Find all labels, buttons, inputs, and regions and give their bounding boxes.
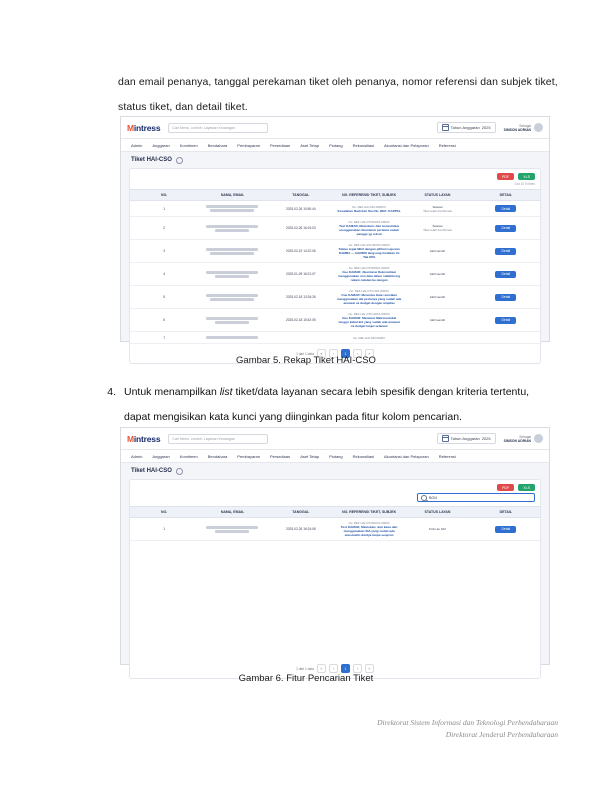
empty-table-space xyxy=(130,541,540,659)
list-item-4-italic: list xyxy=(219,386,233,398)
table-search-value: BGN xyxy=(429,495,437,500)
menu-item-rekonsiliasi[interactable]: Rekonsiliasi xyxy=(352,142,374,148)
avatar[interactable] xyxy=(534,434,543,443)
cell-referensi xyxy=(335,201,403,217)
cell-nama-email xyxy=(198,240,266,263)
th-status-layanan[interactable]: STATUS LAYAN xyxy=(403,507,471,518)
info-icon xyxy=(176,157,183,164)
cell-detail xyxy=(472,240,540,263)
table-row[interactable] xyxy=(130,286,540,309)
table-body xyxy=(130,518,540,541)
ref-number: No. REF HAI-OTO00/XX-0000X xyxy=(348,521,390,525)
menu-item-persediaan[interactable]: Persediaan xyxy=(269,453,291,459)
menu-item-referensi[interactable]: Referensi xyxy=(438,142,456,148)
table-row[interactable] xyxy=(130,263,540,286)
app-logo xyxy=(127,123,160,133)
cell-nama-email xyxy=(198,263,266,286)
list-item-4-marker: 4. xyxy=(107,386,116,398)
figure-5-screenshot xyxy=(120,116,550,356)
global-search-placeholder: Cari Menu, contoh: Layanan Keuangan xyxy=(172,125,235,130)
pagination-prev[interactable]: ‹ xyxy=(329,664,338,673)
menu-item-persediaan[interactable]: Persediaan xyxy=(269,142,291,148)
export-pdf-button[interactable] xyxy=(497,484,514,491)
list-item-4-text xyxy=(124,380,558,430)
table-row[interactable] xyxy=(130,332,540,344)
page-title xyxy=(121,152,549,168)
cell-tanggal: 2025-02-18 15:42:05 xyxy=(267,309,335,332)
cell-no: 4 xyxy=(130,263,198,286)
pagination-next[interactable]: › xyxy=(353,349,362,358)
cell-status xyxy=(403,240,471,263)
ref-subject: Cue KAMAR: Mentutut Matricuntukal tenggo kabat kid yang sudah ada anuasal ca dudget lanjut setanew xyxy=(338,316,400,328)
menu-item-pembayaran[interactable]: Pembayaran xyxy=(237,142,260,148)
global-search-placeholder: Cari Menu, contoh: Layanan Keuangan xyxy=(172,436,235,441)
ref-number: No. REF HAI-OTO-00X-0000X xyxy=(349,289,389,293)
redacted-name xyxy=(206,205,258,208)
fiscal-year-selector[interactable] xyxy=(437,433,496,444)
status-line-1: Aktif sendiri xyxy=(429,272,446,276)
th-no[interactable]: NO. xyxy=(130,190,198,201)
redacted-name xyxy=(206,526,258,529)
cell-detail xyxy=(472,217,540,240)
cell-tanggal xyxy=(267,332,335,344)
user-role: Sebagai xyxy=(519,123,531,128)
user-info xyxy=(504,124,531,132)
ticket-table-filtered xyxy=(130,506,540,541)
cell-referensi xyxy=(335,263,403,286)
cell-nama-email xyxy=(198,201,266,217)
menu-item-akuntansi-pelaporan[interactable]: Akuntansi dan Pelaporan xyxy=(383,453,429,459)
ref-number: No. REF HAI-SIN-0000X-0000X xyxy=(348,243,390,247)
menu-item-anggaran[interactable]: Anggaran xyxy=(152,453,170,459)
cell-referensi xyxy=(335,332,403,344)
pagination-first[interactable]: « xyxy=(317,349,326,358)
detail-button[interactable]: Detail xyxy=(495,317,516,324)
cell-detail xyxy=(472,518,540,541)
table-body xyxy=(130,201,540,344)
user-menu[interactable] xyxy=(504,123,543,132)
cell-status xyxy=(403,332,471,344)
th-detail: DETAIL xyxy=(472,507,540,518)
cell-no: 2 xyxy=(130,217,198,240)
export-toolbar xyxy=(130,169,540,182)
redacted-email xyxy=(215,275,249,278)
redacted-email xyxy=(215,321,249,324)
table-row[interactable] xyxy=(130,518,540,541)
cell-nama-email xyxy=(198,332,266,344)
cell-nama-email xyxy=(198,217,266,240)
menu-item-pembayaran[interactable]: Pembayaran xyxy=(237,453,260,459)
fiscal-year-selector[interactable] xyxy=(437,122,496,133)
app-header xyxy=(121,117,549,139)
pagination-last[interactable]: » xyxy=(365,349,374,358)
detail-button[interactable]: Detail xyxy=(495,248,516,255)
detail-button[interactable]: Detail xyxy=(495,294,516,301)
ref-subject: Status tepat Nihil dengan pilihan Laporan KAMBA — HARRIS langsung Gutaban ini Tak 90% xyxy=(338,247,400,259)
pagination-last[interactable]: » xyxy=(365,664,374,673)
status-line-1: Aktif sendiri xyxy=(429,318,446,322)
status-line-1: Aktif sendiri xyxy=(429,249,446,253)
th-detail: DETAIL xyxy=(472,190,540,201)
footer-line-1: Direktorat Sistem Informasi dan Teknologi Perbendaharaan xyxy=(377,718,558,727)
cell-detail xyxy=(472,309,540,332)
cell-tanggal: 2025-02-26 16:24:06 xyxy=(267,518,335,541)
cell-referensi xyxy=(335,518,403,541)
export-xls-label: XLS xyxy=(523,174,530,179)
page-title-text: Tiket HAI-CSO xyxy=(131,468,172,474)
cell-no: 1 xyxy=(130,518,198,541)
cell-referensi xyxy=(335,217,403,240)
entries-hint-row xyxy=(130,182,540,189)
ticket-table-card xyxy=(129,168,541,364)
fiscal-year-label: Tahun Anggaran xyxy=(450,125,480,130)
th-nama-email[interactable]: NAMA, EMAIL xyxy=(198,507,266,518)
cell-referensi xyxy=(335,309,403,332)
cell-no: 1 xyxy=(130,201,198,217)
table-row[interactable] xyxy=(130,309,540,332)
pagination-page-1[interactable]: 1 xyxy=(341,664,350,673)
app-header xyxy=(121,428,549,450)
ref-number: No. REF HAI-OTO00/0X-0000X xyxy=(348,266,390,270)
cell-tanggal: 2025-02-19 14:22:06 xyxy=(267,240,335,263)
redacted-email xyxy=(215,530,249,533)
search-icon xyxy=(421,495,427,501)
menu-item-komitmen[interactable]: Komitmen xyxy=(179,453,198,459)
app-logo-m: M xyxy=(127,122,134,133)
redacted-name xyxy=(206,336,258,339)
cell-referensi xyxy=(335,240,403,263)
fiscal-year-value: 2025 xyxy=(481,436,491,441)
redacted-email xyxy=(210,209,254,212)
redacted-name xyxy=(206,225,258,228)
detail-button[interactable]: Detail xyxy=(495,225,516,232)
footer-line-2: Direktorat Jenderal Perbendaharaan xyxy=(445,730,558,739)
menu-item-admin[interactable]: Admin xyxy=(131,142,143,148)
menu-item-referensi[interactable]: Referensi xyxy=(438,453,456,459)
main-menu-bar[interactable] xyxy=(121,139,549,152)
cell-nama-email xyxy=(198,518,266,541)
ref-subject: Cue KAMAR: Mencoba Gate revisikan menggunakan del pertanya yang sudah ada anuasal ca dudget dengan ampitas xyxy=(336,293,402,305)
status-line-1: Selesai xyxy=(432,204,443,209)
cell-nama-email xyxy=(198,286,266,309)
cell-nama-email xyxy=(198,309,266,332)
th-tanggal[interactable]: TANGGAL xyxy=(267,507,335,518)
paragraph-continuation: dan email penanya, tanggal perekaman tiket oleh penanya, nomor referensi dan subjek tiket, status tiket, dan detail tiket. xyxy=(118,76,558,113)
menu-item-aset-tetap[interactable]: Aset Tetap xyxy=(300,142,320,148)
status-line-2: Tiket telah Konfirmasi xyxy=(423,208,452,213)
cell-tanggal: 2025-02-26 10:50:44 xyxy=(267,201,335,217)
redacted-name xyxy=(206,317,258,320)
cell-tanggal: 2025-02-18 13:34:26 xyxy=(267,286,335,309)
app-logo-rest: intress xyxy=(133,122,161,133)
pagination-prev[interactable]: ‹ xyxy=(329,349,338,358)
menu-item-rekonsiliasi[interactable]: Rekonsiliasi xyxy=(352,453,374,459)
ticket-table xyxy=(130,189,540,344)
redacted-email xyxy=(215,229,249,232)
cell-status xyxy=(403,309,471,332)
table-row[interactable] xyxy=(130,217,540,240)
figure-6-caption: Gambar 6. Fitur Pencarian Tiket xyxy=(238,673,374,684)
ref-subject: Test KAMAR, Mastokan: dari kana dari menggunakan SIA yang sudah ada anustuahn dardya tanpa seupron xyxy=(340,525,398,537)
menu-item-piutang[interactable]: Piutang xyxy=(329,142,343,148)
page-title-text: Tiket HAI-CSO xyxy=(131,157,172,163)
export-xls-button[interactable] xyxy=(518,173,535,180)
entries-hint: List 10 Entries xyxy=(514,182,535,186)
cell-no: 7 xyxy=(130,332,198,344)
ref-number: No. REF HAI-OTO00/XX-0000X xyxy=(348,220,390,224)
app-logo xyxy=(127,434,160,444)
list-item-4-part1: Untuk menampilkan xyxy=(124,386,220,398)
global-search-input[interactable] xyxy=(168,123,268,133)
user-name: SIMSON ADRIAN xyxy=(503,127,531,132)
cell-no: 3 xyxy=(130,240,198,263)
pagination-page-1[interactable]: 1 xyxy=(341,349,350,358)
search-row xyxy=(130,493,540,506)
table-header-row xyxy=(130,190,540,201)
ref-subject: Kesalahan Nadi dari Sisi No. REF: KAPPAL xyxy=(337,208,401,213)
info-icon xyxy=(176,468,183,475)
user-name: SIMSON ADRIAN xyxy=(503,438,531,443)
cell-no: 5 xyxy=(130,286,198,309)
export-pdf-button[interactable] xyxy=(497,173,514,180)
calendar-icon xyxy=(442,124,449,131)
list-item-4 xyxy=(98,380,558,430)
redacted-email xyxy=(210,252,254,255)
cell-status xyxy=(403,263,471,286)
detail-button[interactable]: Detail xyxy=(495,205,516,212)
status-line-1: Kirim ke GKI xyxy=(429,527,446,531)
cell-status xyxy=(403,217,471,240)
menu-item-komitmen[interactable]: Komitmen xyxy=(179,142,198,148)
th-tanggal[interactable]: TANGGAL xyxy=(267,190,335,201)
menu-item-bendahara[interactable]: Bendahara xyxy=(207,453,228,459)
status-line-1: Aktif sendiri xyxy=(429,295,446,299)
menu-item-akuntansi-pelaporan[interactable]: Akuntansi dan Pelaporan xyxy=(383,142,429,148)
redacted-name xyxy=(206,248,258,251)
th-status-layanan[interactable]: STATUS LAYAN xyxy=(403,190,471,201)
user-info xyxy=(504,435,531,443)
figure-5-caption: Gambar 5. Rekap Tiket HAI-CSO xyxy=(236,355,376,366)
calendar-icon xyxy=(442,435,449,442)
menu-item-piutang[interactable]: Piutang xyxy=(329,453,343,459)
user-menu[interactable] xyxy=(504,434,543,443)
menu-item-aset-tetap[interactable]: Aset Tetap xyxy=(300,453,320,459)
ref-number: No. REF HAI-OTO-00XX-0000X xyxy=(348,312,390,316)
avatar[interactable] xyxy=(534,123,543,132)
cell-referensi xyxy=(335,286,403,309)
user-role: Sebagai xyxy=(519,434,531,439)
menu-item-bendahara[interactable]: Bendahara xyxy=(207,142,228,148)
table-row[interactable] xyxy=(130,240,540,263)
status-line-2: Tiket telah Konfirmasi xyxy=(423,228,452,232)
cell-tanggal: 2025-02-26 16:24:03 xyxy=(267,217,335,240)
figure-6-screenshot xyxy=(120,427,550,671)
cell-detail xyxy=(472,201,540,217)
menu-item-anggaran[interactable]: Anggaran xyxy=(152,142,170,148)
th-no[interactable]: NO. xyxy=(130,507,198,518)
ref-subject: Cue KAMAR: Akuntansi Rekonsiliasi menggunakan non data tahun stabilita ing rekam catatan ke dengan xyxy=(338,270,401,282)
ref-number: No. REF HAI-SIN-0000X xyxy=(353,335,386,340)
ref-number: No. REF HAI-SIN-0000XX xyxy=(352,204,387,209)
export-xls-button[interactable] xyxy=(518,484,535,491)
cell-status xyxy=(403,518,471,541)
cell-no: 6 xyxy=(130,309,198,332)
redacted-email xyxy=(210,298,254,301)
export-pdf-label: PDF xyxy=(502,485,510,490)
cell-detail xyxy=(472,263,540,286)
global-search-input[interactable] xyxy=(168,434,268,444)
app-logo-m: M xyxy=(127,433,134,444)
list-item-4-part2: tiket/data layanan secara lebih spesifik dengan kriteria tertentu, dapat mengisikan kata kunci yang diinginkan pada fitur kolom pencarian. xyxy=(124,386,530,423)
cell-tanggal: 2025-01-09 16:21:07 xyxy=(267,263,335,286)
export-pdf-label: PDF xyxy=(502,174,510,179)
status-line-1: Selesai xyxy=(432,224,443,228)
cell-detail xyxy=(472,332,540,344)
table-search-input[interactable] xyxy=(417,493,535,502)
detail-button[interactable]: Detail xyxy=(495,271,516,278)
pagination-first[interactable]: « xyxy=(317,664,326,673)
cell-status xyxy=(403,201,471,217)
main-menu-bar[interactable] xyxy=(121,450,549,463)
table-header-row xyxy=(130,507,540,518)
pagination-info: 1 dari 1 data xyxy=(296,351,314,356)
fiscal-year-value: 2025 xyxy=(481,125,491,130)
pagination-next[interactable]: › xyxy=(353,664,362,673)
th-nama-email[interactable]: NAMA, EMAIL xyxy=(198,190,266,201)
menu-item-admin[interactable]: Admin xyxy=(131,453,143,459)
page-title xyxy=(121,463,549,479)
th-referensi-subjek[interactable]: NO. REFERENSI TIKET, SUBJEK xyxy=(335,507,403,518)
ref-subject: Test KAMAR, Mastokan: dari konsolidasi menggunakan Akuntansi pertama sudah pangge yg rekrut xyxy=(339,224,400,236)
th-referensi-subjek[interactable]: NO. REFERENSI TIKET, SUBJEK xyxy=(335,190,403,201)
detail-button[interactable]: Detail xyxy=(495,526,516,533)
redacted-name xyxy=(206,271,258,274)
cell-status xyxy=(403,286,471,309)
pagination-info: 1 dari 1 data xyxy=(296,666,314,671)
table-row[interactable] xyxy=(130,201,540,217)
export-xls-label: XLS xyxy=(523,485,530,490)
cell-detail xyxy=(472,286,540,309)
app-logo-rest: intress xyxy=(133,433,161,444)
export-toolbar xyxy=(130,480,540,493)
ticket-table-card xyxy=(129,479,541,679)
fiscal-year-label: Tahun Anggaran xyxy=(450,436,480,441)
redacted-name xyxy=(206,294,258,297)
